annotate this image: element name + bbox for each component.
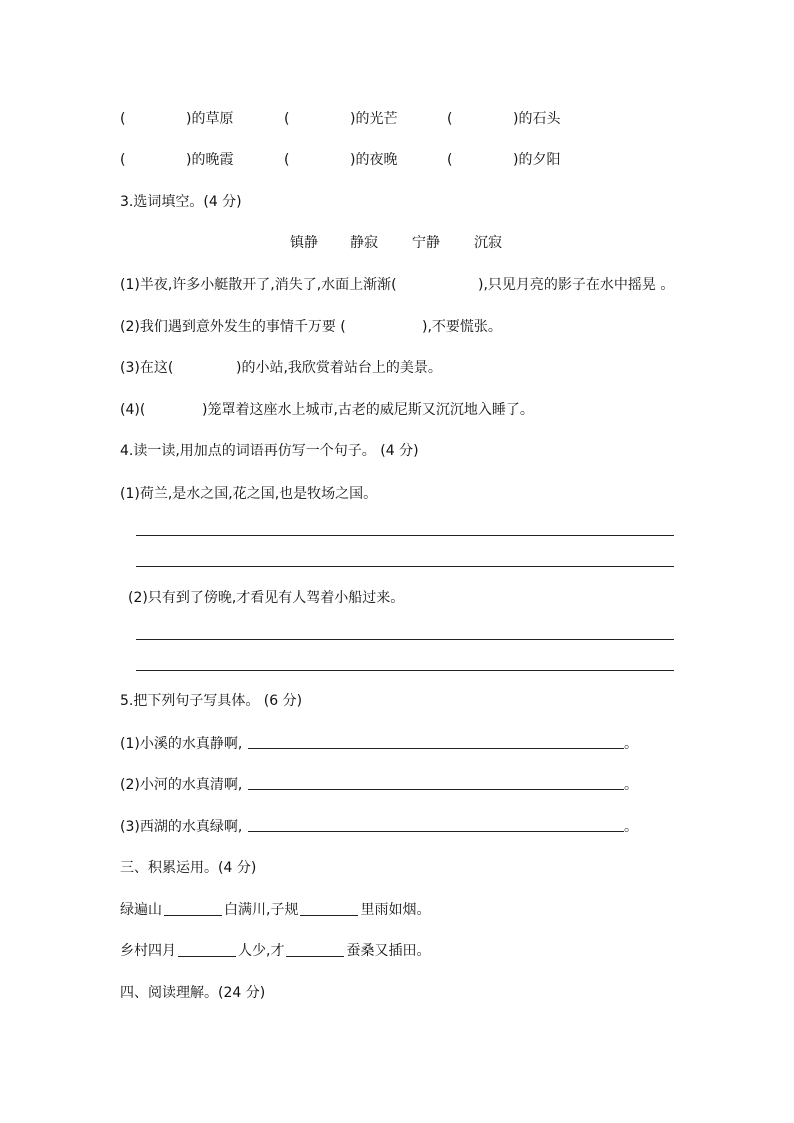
poem-blank-1[interactable]: [164, 901, 222, 916]
poem-blank-4[interactable]: [286, 942, 344, 957]
q3-sentence-4-end: )笼罩着这座水上城市,古老的威尼斯又沉沉地入睡了。: [202, 402, 534, 418]
q3-sentence-1-start: (1)半夜,许多小艇散开了,消失了,水面上渐渐(: [120, 277, 397, 293]
poem-line-2-part-3: 蚕桑又插田。: [346, 943, 431, 959]
q5-answer-line-2[interactable]: [248, 789, 624, 790]
q5-sentence-3-end: 。: [624, 819, 638, 835]
poem-line-2: [120, 941, 430, 961]
poem-line-2-part-2: 人少,才: [238, 943, 285, 959]
section-3-heading: 三、积累运用。(4 分): [120, 860, 257, 876]
q3-sentence-3-end: )的小站,我欣赏着站台上的美景。: [236, 360, 442, 376]
q4-sentence-1: (1)荷兰,是水之国,花之国,也是牧场之国。: [120, 486, 378, 502]
q2-row2-blank-2[interactable]: [292, 150, 348, 170]
q3-word-4: 沉寂: [474, 235, 502, 251]
q4-heading: 4.读一读,用加点的词语再仿写一个句子。 (4 分): [120, 443, 419, 459]
q2-row1-phrase-2: )的光芒: [350, 111, 398, 127]
q2-row1-blank-2[interactable]: [292, 109, 348, 129]
q5-sentence-1: (1)小溪的水真静啊,: [120, 736, 243, 752]
q5-answer-line-1[interactable]: [248, 748, 624, 749]
q2-row2-paren-1: (: [120, 152, 126, 168]
poem-line-1: [120, 900, 430, 920]
q3-heading: 3.选词填空。(4 分): [120, 194, 242, 210]
q4-answer-line-2a[interactable]: [136, 639, 674, 640]
poem-line-1-part-2: 白满川,子规: [224, 902, 299, 918]
poem-blank-3[interactable]: [178, 942, 236, 957]
q3-sentence-2-blank[interactable]: [362, 317, 420, 337]
poem-line-1-part-3: 里雨如烟。: [360, 902, 431, 918]
poem-blank-2[interactable]: [300, 901, 358, 916]
q2-row1-phrase-1: )的草原: [186, 111, 234, 127]
q2-row2-paren-3: (: [447, 152, 453, 168]
q2-row1-blank-1[interactable]: [128, 109, 184, 129]
poem-line-2-part-1: 乡村四月: [120, 943, 176, 959]
q4-answer-line-1b[interactable]: [136, 566, 674, 567]
section-4-heading: 四、阅读理解。(24 分): [120, 985, 266, 1001]
q5-heading: 5.把下列句子写具体。 (6 分): [120, 693, 303, 709]
q3-word-3: 宁静: [412, 235, 440, 251]
q2-row1-paren-2: (: [284, 111, 290, 127]
q2-row2-phrase-2: )的夜晚: [350, 152, 398, 168]
q3-sentence-2-end: ),不要慌张。: [422, 319, 502, 335]
q2-row2-blank-1[interactable]: [128, 150, 184, 170]
q5-sentence-2: (2)小河的水真清啊,: [120, 777, 243, 793]
q4-sentence-2: (2)只有到了傍晚,才看见有人驾着小船过来。: [128, 590, 405, 606]
q2-row1-paren-3: (: [447, 111, 453, 127]
q2-row2-phrase-3: )的夕阳: [513, 152, 561, 168]
q3-sentence-1-end: ),只见月亮的影子在水中摇晃 。: [478, 277, 675, 293]
q2-row1-paren-1: (: [120, 111, 126, 127]
q3-sentence-3-blank[interactable]: [180, 358, 235, 378]
q2-row2-blank-3[interactable]: [455, 150, 511, 170]
q3-word-1: 镇静: [290, 235, 318, 251]
q3-sentence-3-start: (3)在这(: [120, 360, 174, 376]
poem-line-1-part-1: 绿遍山: [120, 902, 162, 918]
q2-row1-blank-3[interactable]: [455, 109, 511, 129]
q3-sentence-4-blank[interactable]: [145, 400, 201, 420]
q5-sentence-3: (3)西湖的水真绿啊,: [120, 819, 243, 835]
q3-sentence-4-start: (4)(: [120, 402, 146, 418]
q5-sentence-1-end: 。: [624, 736, 638, 752]
q2-row2-phrase-1: )的晚霞: [186, 152, 234, 168]
q3-word-2: 静寂: [350, 235, 378, 251]
q5-sentence-2-end: 。: [624, 777, 638, 793]
q3-sentence-2-start: (2)我们遇到意外发生的事情千万要 (: [120, 319, 346, 335]
q5-answer-line-3[interactable]: [248, 831, 624, 832]
q4-answer-line-1a[interactable]: [136, 535, 674, 536]
q2-row1-phrase-3: )的石头: [513, 111, 561, 127]
q3-sentence-1-blank[interactable]: [418, 275, 478, 295]
q4-answer-line-2b[interactable]: [136, 670, 674, 671]
q2-row2-paren-2: (: [284, 152, 290, 168]
